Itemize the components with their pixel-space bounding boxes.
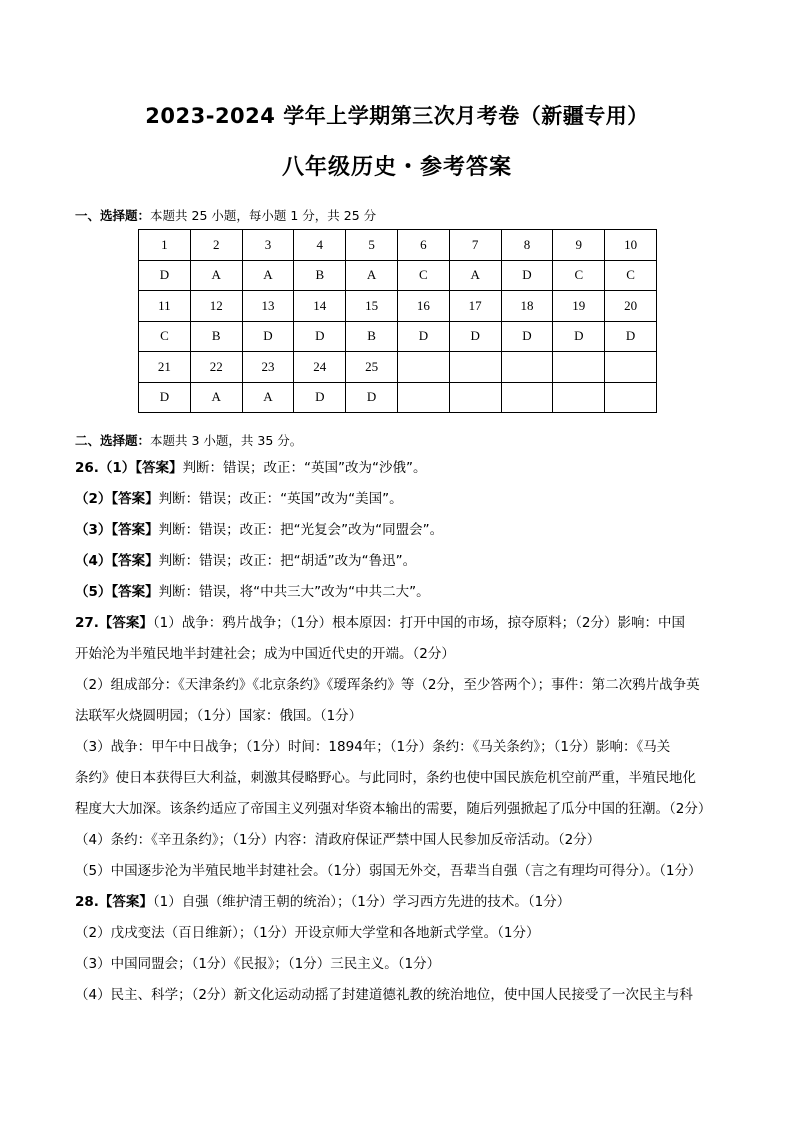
answer-line bbox=[75, 546, 723, 577]
question-number-cell: 2 bbox=[190, 230, 242, 261]
question-number-cell: 13 bbox=[242, 291, 294, 322]
answer-line bbox=[75, 608, 723, 639]
answer-cell: D bbox=[501, 260, 553, 291]
answer-line bbox=[75, 825, 723, 856]
section2-label: 二、选择题： bbox=[75, 433, 151, 448]
answer-cell: C bbox=[139, 321, 191, 352]
answer-cell: D bbox=[346, 382, 398, 413]
answer-cell bbox=[501, 382, 553, 413]
answer-line bbox=[75, 856, 723, 887]
section1-desc: 本题共 25 小题，每小题 1 分，共 25 分 bbox=[150, 208, 377, 223]
section1-label: 一、选择题： bbox=[75, 208, 151, 223]
question-number-cell: 4 bbox=[294, 230, 346, 261]
answer-text: （1）自强（维护清王朝的统治）；（1分）学习西方先进的技术。（1分） bbox=[152, 894, 571, 910]
question-number-cell: 15 bbox=[346, 291, 398, 322]
answer-label: （2）【答案】 bbox=[75, 491, 159, 507]
question-number-cell: 12 bbox=[190, 291, 242, 322]
answer-row bbox=[139, 260, 657, 291]
answer-text: （3）战争：甲午中日战争；（1分）时间：1894年；（1分）条约：《马关条约》；（1分）影响：《马关 bbox=[75, 739, 671, 755]
answer-cell: D bbox=[501, 321, 553, 352]
question-number-cell: 18 bbox=[501, 291, 553, 322]
answer-cell bbox=[397, 382, 449, 413]
question-number-cell: 9 bbox=[553, 230, 605, 261]
answer-cell: D bbox=[605, 321, 657, 352]
answer-cell: A bbox=[190, 382, 242, 413]
question-number-cell: 6 bbox=[397, 230, 449, 261]
answer-text: （4）条约：《辛丑条约》；（1分）内容：清政府保证严禁中国人民参加反帝活动。（2分） bbox=[75, 832, 601, 848]
answer-cell: D bbox=[294, 382, 346, 413]
question-number-cell: 16 bbox=[397, 291, 449, 322]
answer-line bbox=[75, 794, 723, 825]
answer-cell: A bbox=[346, 260, 398, 291]
answer-text: （2）组成部分：《天津条约》《北京条约》《瑷珲条约》等（2分，至少答两个）；事件：第二次鸦片战争英 bbox=[75, 677, 700, 693]
answer-cell: B bbox=[294, 260, 346, 291]
answer-cell: B bbox=[190, 321, 242, 352]
question-number-cell: 22 bbox=[190, 352, 242, 383]
answer-line bbox=[75, 515, 723, 546]
answer-cell: D bbox=[397, 321, 449, 352]
answer-line bbox=[75, 763, 723, 794]
question-number-cell: 24 bbox=[294, 352, 346, 383]
answer-cell: C bbox=[553, 260, 605, 291]
question-number-cell: 20 bbox=[605, 291, 657, 322]
answer-cell: A bbox=[242, 382, 294, 413]
answer-cell: D bbox=[139, 382, 191, 413]
answer-row bbox=[139, 321, 657, 352]
question-number-cell bbox=[605, 352, 657, 383]
question-number-cell: 10 bbox=[605, 230, 657, 261]
answer-label: （3）【答案】 bbox=[75, 522, 159, 538]
answer-text: （5）中国逐步沦为半殖民地半封建社会。（1分）弱国无外交，吾辈当自强（言之有理均可得分）。（1分） bbox=[75, 863, 702, 879]
question-number-cell bbox=[449, 352, 501, 383]
answer-cell: D bbox=[553, 321, 605, 352]
answer-text: 法联军火烧圆明园；（1分）国家：俄国。（1分） bbox=[75, 708, 363, 724]
answer-cell bbox=[553, 382, 605, 413]
section2-heading bbox=[75, 431, 302, 449]
answer-label: 26.（1）【答案】 bbox=[75, 460, 183, 476]
answer-line bbox=[75, 639, 723, 670]
answer-line bbox=[75, 701, 723, 732]
answer-cell: D bbox=[449, 321, 501, 352]
answer-cell bbox=[449, 382, 501, 413]
answer-cell: D bbox=[242, 321, 294, 352]
answer-text: 开始沦为半殖民地半封建社会；成为中国近代史的开端。（2分） bbox=[75, 646, 455, 662]
answer-text: （2）戊戌变法（百日维新）；（1分）开设京师大学堂和各地新式学堂。（1分） bbox=[75, 925, 540, 941]
answer-table bbox=[138, 229, 657, 413]
answer-text: （4）民主、科学；（2分）新文化运动动摇了封建道德礼教的统治地位，使中国人民接受了一次民主与科 bbox=[75, 987, 693, 1003]
question-number-row bbox=[139, 291, 657, 322]
question-number-row bbox=[139, 230, 657, 261]
answer-text: 判断：错误；改正：把“光复会”改为“同盟会”。 bbox=[158, 522, 444, 538]
answer-line bbox=[75, 918, 723, 949]
answer-cell: B bbox=[346, 321, 398, 352]
answer-row bbox=[139, 382, 657, 413]
question-number-cell bbox=[501, 352, 553, 383]
answer-cell: C bbox=[605, 260, 657, 291]
answer-text: 判断：错误；改正：“英国”改为“沙俄”。 bbox=[182, 460, 427, 476]
question-number-cell: 5 bbox=[346, 230, 398, 261]
document-title: 2023-2024 学年上学期第三次月考卷（新疆专用） bbox=[145, 104, 649, 128]
question-number-cell: 7 bbox=[449, 230, 501, 261]
document-subtitle: 八年级历史・参考答案 bbox=[281, 155, 512, 180]
answer-line bbox=[75, 949, 723, 980]
answer-text: 判断：错误；改正：“英国”改为“美国”。 bbox=[158, 491, 403, 507]
section1-heading bbox=[75, 206, 376, 224]
answer-text: （3）中国同盟会；（1分）《民报》；（1分）三民主义。（1分） bbox=[75, 956, 441, 972]
question-number-cell: 21 bbox=[139, 352, 191, 383]
answer-line bbox=[75, 732, 723, 763]
answer-line bbox=[75, 484, 723, 515]
question-number-cell: 1 bbox=[139, 230, 191, 261]
question-number-cell: 19 bbox=[553, 291, 605, 322]
answer-line bbox=[75, 453, 723, 484]
answer-label: 27.【答案】 bbox=[75, 615, 153, 631]
question-number-row bbox=[139, 352, 657, 383]
answer-body bbox=[75, 453, 723, 1011]
answer-cell: D bbox=[294, 321, 346, 352]
question-number-cell: 25 bbox=[346, 352, 398, 383]
answer-line bbox=[75, 577, 723, 608]
answer-text: （1）战争：鸦片战争；（1分）根本原因：打开中国的市场，掠夺原料；（2分）影响：中国 bbox=[152, 615, 685, 631]
answer-text: 判断：错误；改正：把“胡适”改为“鲁迅”。 bbox=[158, 553, 417, 569]
answer-text: 判断：错误，将“中共三大”改为“中共二大”。 bbox=[158, 584, 430, 600]
question-number-cell: 17 bbox=[449, 291, 501, 322]
answer-cell: A bbox=[190, 260, 242, 291]
answer-line bbox=[75, 980, 723, 1011]
question-number-cell: 14 bbox=[294, 291, 346, 322]
answer-cell: A bbox=[449, 260, 501, 291]
question-number-cell: 8 bbox=[501, 230, 553, 261]
answer-cell: D bbox=[139, 260, 191, 291]
answer-line bbox=[75, 887, 723, 918]
answer-label: 28.【答案】 bbox=[75, 894, 153, 910]
answer-cell: C bbox=[397, 260, 449, 291]
question-number-cell: 23 bbox=[242, 352, 294, 383]
answer-line bbox=[75, 670, 723, 701]
answer-label: （4）【答案】 bbox=[75, 553, 159, 569]
question-number-cell bbox=[553, 352, 605, 383]
question-number-cell: 11 bbox=[139, 291, 191, 322]
section2-desc: 本题共 3 小题，共 35 分。 bbox=[150, 433, 303, 448]
answer-cell: A bbox=[242, 260, 294, 291]
answer-text: 程度大大加深。该条约适应了帝国主义列强对华资本输出的需要，随后列强掀起了瓜分中国的狂潮。（2分） bbox=[75, 801, 712, 817]
answer-label: （5）【答案】 bbox=[75, 584, 159, 600]
answer-text: 条约》使日本获得巨大利益，刺激其侵略野心。与此同时，条约也使中国民族危机空前严重，半殖民地化 bbox=[75, 770, 696, 786]
question-number-cell bbox=[397, 352, 449, 383]
question-number-cell: 3 bbox=[242, 230, 294, 261]
answer-cell bbox=[605, 382, 657, 413]
